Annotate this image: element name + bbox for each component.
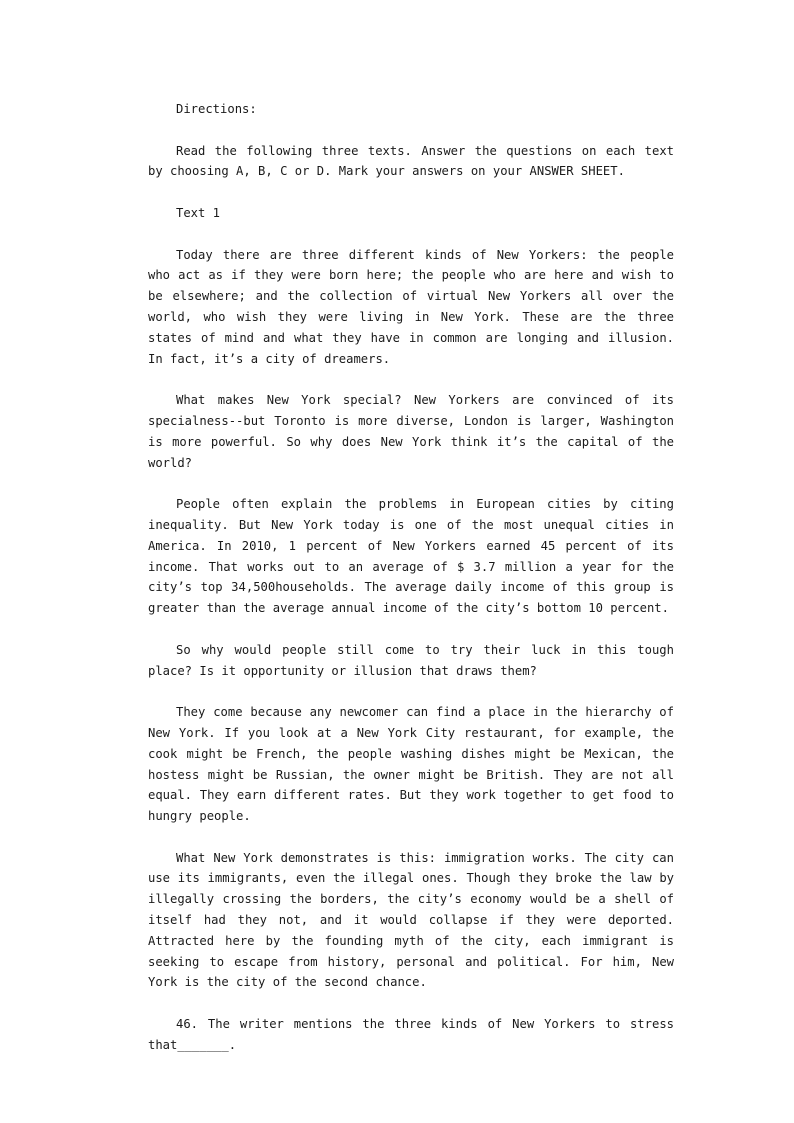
directions-heading: Directions:	[176, 102, 257, 116]
instructions-paragraph: Read the following three texts. Answer the questions on each text by choosing A, B, C or D. Mark your answers on your ANSWER SHEET.	[148, 143, 674, 179]
body-paragraph: They come because any newcomer can find a place in the hierarchy of New York. If you look at a New York City restaurant, for example, the cook might be French, the people washing dishes might be Mexican, the hostess might be Russian, the owner might be British. They are not all equal. They earn different rates. But they work together to get food to hungry people.	[148, 705, 674, 824]
body-paragraph: What makes New York special? New Yorkers are convinced of its specialness--but Toronto is more diverse, London is larger, Washington is more powerful. So why does New York think it’s the capital of the world?	[148, 393, 674, 470]
text-label: Text 1	[176, 205, 221, 220]
body-paragraph: Today there are three different kinds of New Yorkers: the people who act as if they were born here; the people who are here and wish to be elsewhere; and the collection of virtual New Yorkers all over the world, who wish they were living in New York. These are the three states of mind and what they have in common are longing and illusion. In fact, it’s a city of dreamers.	[148, 247, 674, 366]
question-46: 46. The writer mentions the three kinds of New Yorkers to stress that_______.	[148, 1017, 674, 1052]
document-page	[148, 99, 674, 1056]
body-paragraph: So why would people still come to try their luck in this tough place? Is it opportunity or illusion that draws them?	[148, 642, 674, 678]
body-paragraph: People often explain the problems in European cities by citing inequality. But New York today is one of the most unequal cities in America. In 2010, 1 percent of New Yorkers earned 45 percent of its income. That works out to an average of $ 3.7 million a year for the city’s top 34,500households. The average daily income of this group is greater than the average annual income of the city’s bottom 10 percent.	[148, 497, 674, 616]
body-paragraph: What New York demonstrates is this: immigration works. The city can use its immigrants, even the illegal ones. Though they broke the law by illegally crossing the borders, the city’s economy would be a shell of itself had they not, and it would collapse if they were deported. Attracted here by the founding myth of the city, each immigrant is seeking to escape from history, personal and political. For him, New York is the city of the second chance.	[148, 850, 674, 990]
